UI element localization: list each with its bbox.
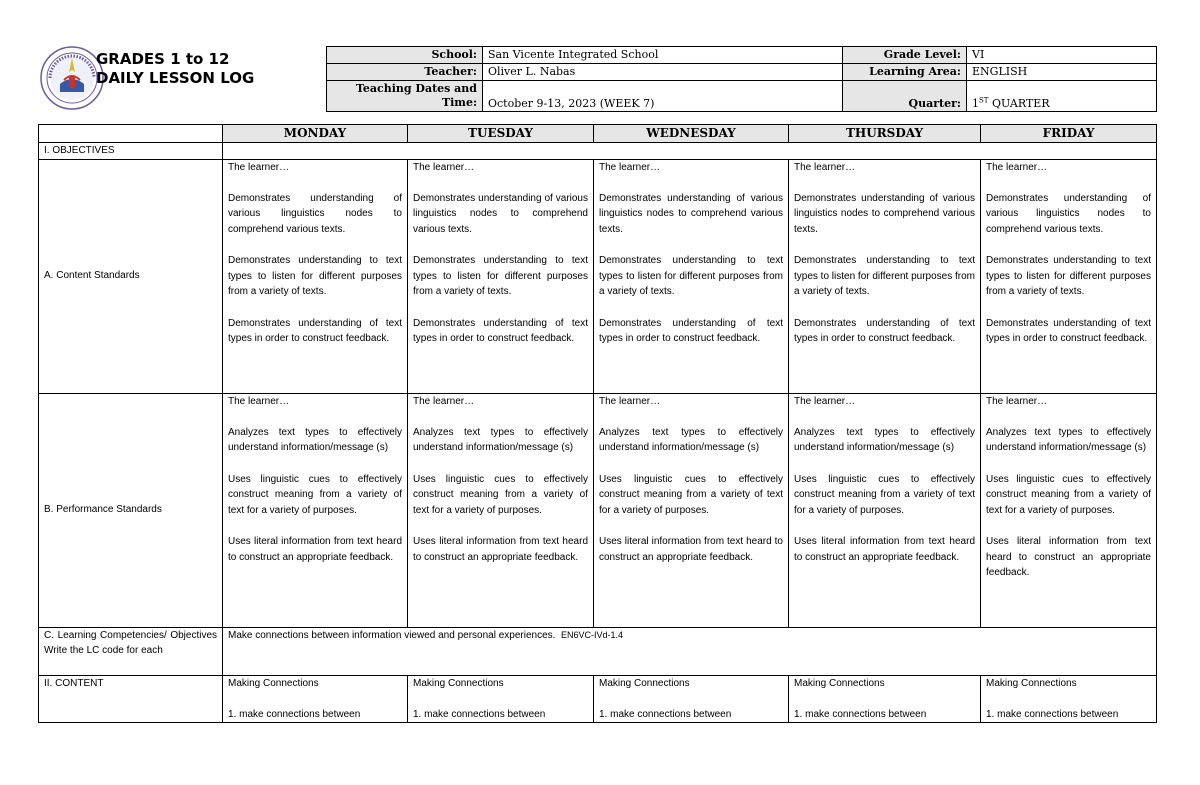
content-title: Making Connections <box>794 677 885 689</box>
ps-intro: The learner… <box>986 395 1048 407</box>
content-item: 1. make connections between <box>986 708 1119 720</box>
performance-standards-thursday <box>789 393 981 627</box>
quarter-word: QUARTER <box>988 97 1050 110</box>
content-item: 1. make connections between <box>599 708 732 720</box>
day-header-thursday: THURSDAY <box>789 125 981 143</box>
content-tuesday <box>408 675 594 723</box>
ps-intro: The learner… <box>794 395 856 407</box>
content-friday <box>981 675 1157 723</box>
days-header-row <box>39 125 1157 143</box>
cs-item: Demonstrates understanding of various linguistics nodes to comprehend various texts. <box>599 192 783 235</box>
cs-item: Demonstrates understanding to text types to listen for different purposes from a variety of texts. <box>413 255 588 298</box>
performance-standards-monday <box>223 393 408 627</box>
school-value: San Vicente Integrated School <box>483 47 843 64</box>
objectives-label: I. OBJECTIVES <box>39 143 223 160</box>
cs-item: Demonstrates understanding of various linguistics nodes to comprehend various texts. <box>228 192 402 235</box>
ps-item: Uses linguistic cues to effectively construct meaning from a variety of text for a variety of purposes. <box>986 473 1151 516</box>
cs-item: Demonstrates understanding to text types to listen for different purposes from a variety of texts. <box>599 255 783 298</box>
performance-standards-row <box>39 393 1157 627</box>
performance-standards-friday <box>981 393 1157 627</box>
cs-intro: The learner… <box>413 161 475 173</box>
cs-item: Demonstrates understanding of various linguistics nodes to comprehend various texts. <box>794 192 975 235</box>
ps-item: Analyzes text types to effectively understand information/message (s) <box>986 426 1151 454</box>
ps-intro: The learner… <box>599 395 661 407</box>
quarter-label: Quarter: <box>843 81 967 112</box>
learning-area-value: ENGLISH <box>967 64 1157 81</box>
ps-item: Uses literal information from text heard to construct an appropriate feedback. <box>794 535 975 563</box>
content-standards-tuesday <box>408 159 594 393</box>
content-standards-row <box>39 159 1157 393</box>
content-title: Making Connections <box>986 677 1077 689</box>
title-log: DAILY LESSON LOG <box>96 69 255 87</box>
ps-item: Analyzes text types to effectively understand information/message (s) <box>413 426 588 454</box>
quarter-value <box>967 81 1157 112</box>
ps-item: Uses linguistic cues to effectively construct meaning from a variety of text for a variety of purposes. <box>413 473 588 516</box>
ps-item: Uses literal information from text heard to construct an appropriate feedback. <box>986 535 1151 579</box>
content-standards-monday <box>223 159 408 393</box>
dates-value: October 9-13, 2023 (WEEK 7) <box>483 81 843 112</box>
performance-standards-label: B. Performance Standards <box>39 393 223 627</box>
day-header-monday: MONDAY <box>223 125 408 143</box>
teacher-label: Teacher: <box>327 64 483 81</box>
ps-item: Uses literal information from text heard to construct an appropriate feedback. <box>228 535 402 563</box>
dates-label <box>327 81 483 112</box>
deped-seal-logo <box>40 46 104 110</box>
content-standards-thursday <box>789 159 981 393</box>
teacher-value: Oliver L. Nabas <box>483 64 843 81</box>
content-item: 1. make connections between <box>228 708 361 720</box>
corner-cell <box>39 125 223 143</box>
dates-label-line1: Teaching Dates and <box>355 82 477 95</box>
ps-item: Analyzes text types to effectively understand information/message (s) <box>794 426 975 454</box>
quarter-number: 1 <box>972 97 979 110</box>
cs-item: Demonstrates understanding to text types to listen for different purposes from a variety of texts. <box>986 255 1151 298</box>
cs-item: Demonstrates understanding of text types in order to construct feedback. <box>599 317 783 345</box>
content-title: Making Connections <box>228 677 319 689</box>
cs-intro: The learner… <box>986 161 1048 173</box>
content-standards-friday <box>981 159 1157 393</box>
ps-intro: The learner… <box>413 395 475 407</box>
content-standards-wednesday <box>594 159 789 393</box>
lesson-log-table <box>38 124 1157 723</box>
ps-item: Analyzes text types to effectively understand information/message (s) <box>599 426 783 454</box>
grade-level-value: VI <box>967 47 1157 64</box>
performance-standards-wednesday <box>594 393 789 627</box>
cs-item: Demonstrates understanding of text types in order to construct feedback. <box>413 317 588 345</box>
ps-item: Analyzes text types to effectively understand information/message (s) <box>228 426 402 454</box>
cs-item: Demonstrates understanding of text types in order to construct feedback. <box>794 317 975 345</box>
competencies-cell <box>223 627 1157 675</box>
performance-standards-tuesday <box>408 393 594 627</box>
competency-code: EN6VC-IVd-1.4 <box>560 629 624 640</box>
content-item: 1. make connections between <box>413 708 546 720</box>
ps-intro: The learner… <box>228 395 290 407</box>
objectives-spacer <box>223 143 1157 160</box>
day-header-tuesday: TUESDAY <box>408 125 594 143</box>
competencies-label <box>39 627 223 675</box>
cs-item: Demonstrates understanding to text types to listen for different purposes from a variety of texts. <box>794 255 976 298</box>
grade-level-label: Grade Level: <box>843 47 967 64</box>
content-title: Making Connections <box>413 677 504 689</box>
document-title <box>96 50 254 88</box>
day-header-friday: FRIDAY <box>981 125 1157 143</box>
ps-item: Uses linguistic cues to effectively construct meaning from a variety of text for a variety of purposes. <box>794 473 975 516</box>
dates-label-line2: Time: <box>441 96 477 109</box>
content-item: 1. make connections between <box>794 708 927 720</box>
content-title: Making Connections <box>599 677 690 689</box>
cs-item: Demonstrates understanding of text types in order to construct feedback. <box>228 317 402 345</box>
competency-text: Make connections between information viewed and personal experiences. <box>228 629 556 641</box>
ps-item: Uses linguistic cues to effectively construct meaning from a variety of text for a variety of purposes. <box>228 473 402 516</box>
objectives-row <box>39 143 1157 160</box>
competencies-row <box>39 627 1157 675</box>
ps-item: Uses literal information from text heard to construct an appropriate feedback. <box>413 535 588 563</box>
day-header-wednesday: WEDNESDAY <box>594 125 789 143</box>
cs-item: Demonstrates understanding to text types to listen for different purposes from a variety of texts. <box>228 255 402 298</box>
ps-item: Uses linguistic cues to effectively construct meaning from a variety of text for a variety of purposes. <box>599 473 783 516</box>
ps-item: Uses literal information from text heard to construct an appropriate feedback. <box>599 535 783 563</box>
quarter-suffix: ST <box>979 96 989 105</box>
cs-item: Demonstrates understanding of various linguistics nodes to comprehend various texts. <box>413 192 588 235</box>
content-standards-label: A. Content Standards <box>39 159 223 393</box>
cs-item: Demonstrates understanding of text types in order to construct feedback. <box>986 317 1151 345</box>
school-label: School: <box>327 47 483 64</box>
content-row <box>39 675 1157 723</box>
content-monday <box>223 675 408 723</box>
learning-area-label: Learning Area: <box>843 64 967 81</box>
content-label: II. CONTENT <box>39 675 223 723</box>
title-grades: GRADES 1 to 12 <box>96 50 230 68</box>
content-thursday <box>789 675 981 723</box>
cs-intro: The learner… <box>228 161 290 173</box>
cs-item: Demonstrates understanding of various linguistics nodes to comprehend various texts. <box>986 192 1151 235</box>
competencies-label-text: C. Learning Competencies/ Objectives Write the LC code for each <box>44 629 217 657</box>
header-info-table <box>326 46 1157 112</box>
content-wednesday <box>594 675 789 723</box>
cs-intro: The learner… <box>599 161 661 173</box>
cs-intro: The learner… <box>794 161 856 173</box>
